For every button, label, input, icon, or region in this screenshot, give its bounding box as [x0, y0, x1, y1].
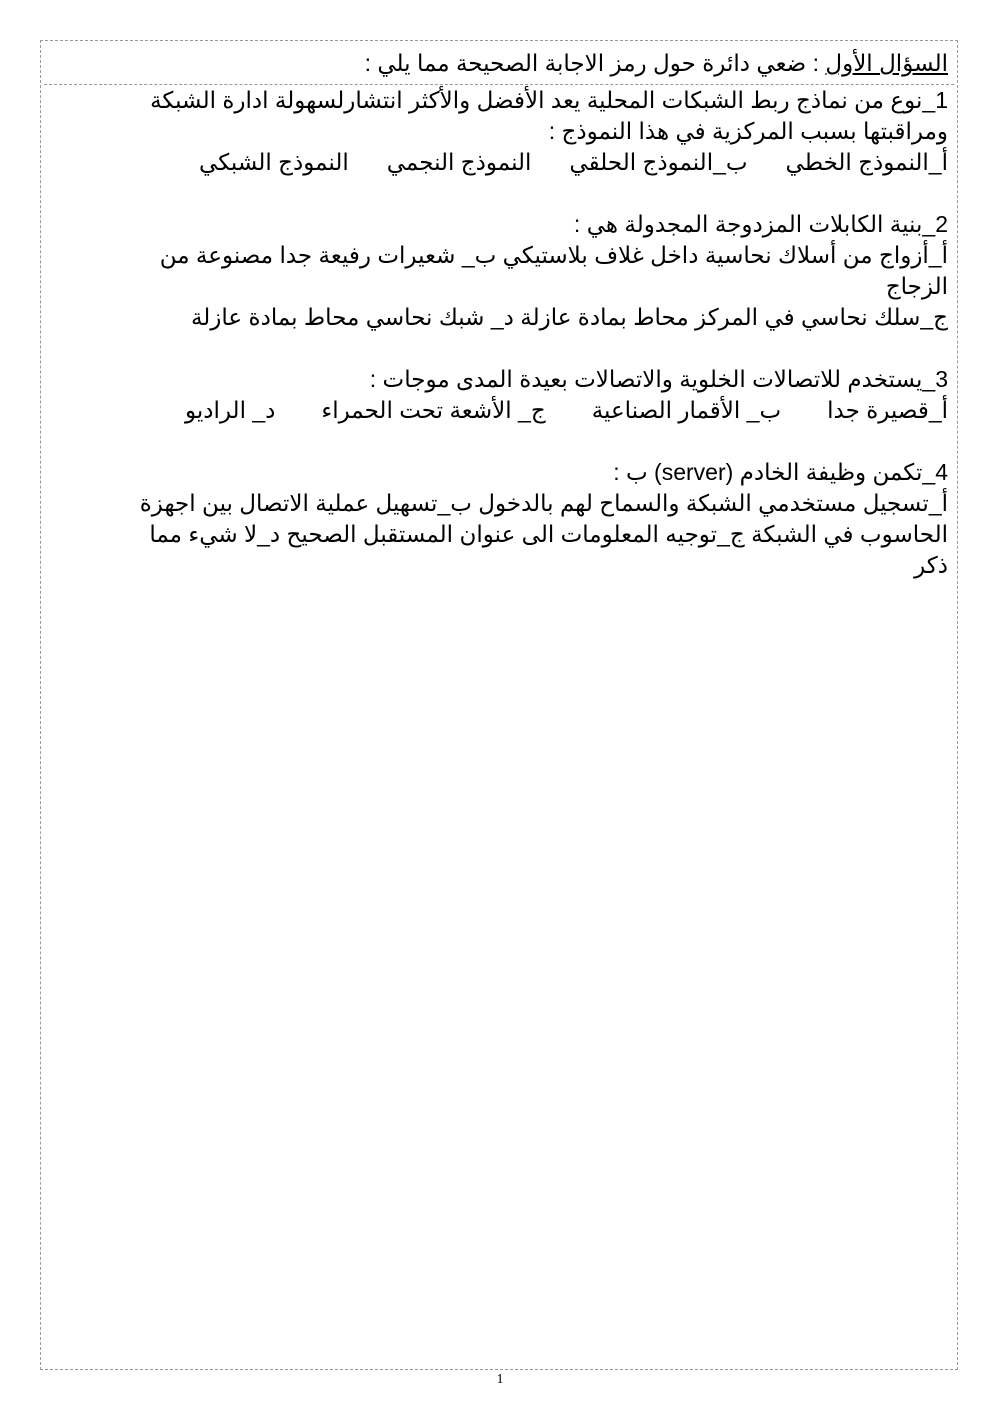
question-2-option-line-3[interactable]: ج_سلك نحاسي في المركز محاط بمادة عازلة د_ شبك نحاسي محاط بمادة عازلة [190, 304, 948, 330]
question-heading [44, 48, 954, 85]
spacer [44, 333, 954, 364]
spacer [44, 178, 954, 209]
question-1 [44, 85, 954, 178]
question-3-option-c[interactable]: ج_ الأشعة تحت الحمراء [321, 397, 546, 423]
question-3-number: 3 [935, 366, 948, 392]
question-1-options [50, 147, 948, 178]
question-3-option-b[interactable]: ب_ الأقمار الصناعية [591, 397, 782, 423]
question-3-option-d[interactable]: د_ الراديو [184, 397, 276, 423]
question-3-text-1: _يستخدم للاتصالات الخلوية والاتصالات بعيدة المدى موجات : [369, 366, 936, 392]
worksheet-content [44, 48, 954, 581]
page-number: 1 [496, 1372, 504, 1387]
heading-title: السؤال الأول [825, 50, 948, 76]
question-2 [44, 209, 954, 333]
question-4-option-line-3[interactable]: ذكر [914, 552, 948, 578]
question-1-option-d[interactable]: النموذج الشبكي [199, 149, 349, 175]
question-1-text-1: _نوع من نماذج ربط الشبكات المحلية يعد الأفضل والأكثر انتشارلسهولة ادارة الشبكة [150, 87, 936, 113]
question-2-option-line-2[interactable]: الزجاج [885, 273, 948, 299]
question-4-option-line-2[interactable]: الحاسوب في الشبكة ج_توجيه المعلومات الى عنوان المستقبل الصحيح د_لا شيء مما [149, 521, 948, 547]
question-4-text-1: _تكمن وظيفة الخادم (server) ب : [613, 459, 936, 485]
question-4 [44, 457, 954, 581]
question-1-option-b[interactable]: ب_النموذج الحلقي [569, 149, 748, 175]
question-2-line-1 [50, 209, 948, 240]
question-2-number: 2 [935, 211, 948, 237]
question-1-line-2: ومراقبتها بسبب المركزية في هذا النموذج : [548, 118, 948, 144]
question-4-line-1 [50, 457, 948, 488]
question-3 [44, 364, 954, 426]
heading-instruction: : ضعي دائرة حول رمز الاجابة الصحيحة مما يلي : [364, 50, 826, 76]
question-1-option-c[interactable]: النموذج النجمي [386, 149, 532, 175]
question-2-option-line-1[interactable]: أ_أزواج من أسلاك نحاسية داخل غلاف بلاستيكي ب_ شعيرات رفيعة جدا مصنوعة من [159, 242, 948, 268]
question-1-number: 1 [935, 87, 948, 113]
question-3-line-1 [50, 364, 948, 395]
question-1-option-a[interactable]: أ_النموذج الخطي [785, 149, 948, 175]
question-3-options [50, 395, 948, 426]
question-3-option-a[interactable]: أ_قصيرة جدا [827, 397, 948, 423]
spacer [44, 426, 954, 457]
question-4-option-line-1[interactable]: أ_تسجيل مستخدمي الشبكة والسماح لهم بالدخول ب_تسهيل عملية الاتصال بين اجهزة [139, 490, 948, 516]
question-4-number: 4 [935, 459, 948, 485]
question-2-text-1: _بنية الكابلات المزدوجة المجدولة هي : [573, 211, 936, 237]
question-1-line-1 [50, 85, 948, 116]
